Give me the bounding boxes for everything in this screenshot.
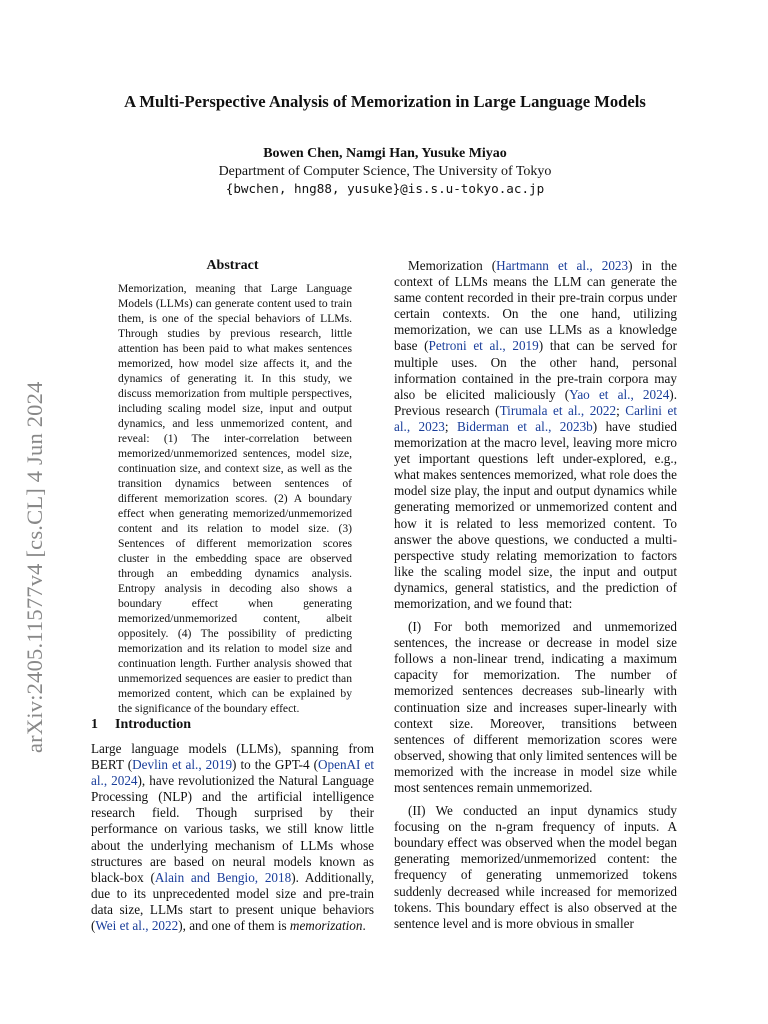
text-run: . — [362, 918, 366, 934]
text-run: ) to the GPT-4 ( — [232, 757, 318, 773]
text-run: ) that can be served for multiple uses. On the other hand, personal information contained in the pre-train corpora may also be elicited maliciously ( — [394, 338, 677, 402]
citation-link[interactable]: Alain and Bengio, 2018 — [154, 869, 292, 885]
citation-link[interactable]: Wei et al., 2022 — [95, 918, 179, 934]
intro-left-column — [91, 741, 374, 934]
text-run: ; — [616, 402, 626, 418]
section-title: Introduction — [115, 717, 191, 732]
text-run: ), and one of them is — [178, 918, 290, 934]
authors: Bowen Chen, Namgi Han, Yusuke Miyao — [263, 146, 507, 161]
section-heading-introduction — [91, 717, 191, 733]
text-run: Memorization ( — [408, 258, 497, 273]
abstract-heading: Abstract — [206, 258, 259, 273]
citation-link[interactable]: Petroni et al., 2019 — [428, 338, 539, 354]
author-emails: {bwchen, hng88, yusuke}@is.s.u-tokyo.ac.jp — [225, 181, 545, 196]
text-run: ). Additionally, due to its unprecedented model size and pre-train data size, LLMs start to present unique behaviors ( — [91, 869, 375, 934]
intro-paragraph — [91, 741, 374, 934]
citation-link[interactable]: Devlin et al., 2019 — [132, 757, 233, 773]
emphasis-term: memorization — [289, 918, 363, 934]
text-run: ; — [444, 418, 457, 434]
text-run: Large language models (LLMs), spanning from BERT ( — [91, 741, 374, 773]
citation-link[interactable]: Yao et al., 2024 — [569, 386, 670, 402]
section-number: 1 — [91, 717, 98, 732]
body-paragraph: (I) For both memorized and unmemorized sentences, the increase or decrease in model size follows a non-linear trend, indicating a maximum capacity for memorization. The number of memorized sentences decreases sub-linearly with continuation size and increases super-linearly with context size. Moreover, transitions between sentences of different memorization scores were observed, showing that only limited sentences will be memorized with the increase in model size while most sentences remain unmemorized. — [394, 619, 677, 795]
text-run: ), have revolutionized the Natural Language Processing (NLP) and the artificial intelligence research field. Though surprised by their performance on various tasks, we still know little about the underlying mechanism of LLMs whose structures are based on neural models known as black-box ( — [91, 773, 374, 885]
abstract-text: Memorization, meaning that Large Language Models (LLMs) can generate content used to train them, is one of the special behaviors of LLMs. Through studies by previous research, little attention has been paid to what makes sentences memorized, how model size affects it, and the dynamics of generating it. In this study, we discuss memorization from multiple perspectives, including scaling model size, input and output dynamics, and less unmemorized content, and reveal: (1) The inter-correlation between memorized/unmemorized sentences, model size, continuation size, and context size, as well as the transition dynamics between sentences of different memorization scores. (2) A boundary effect when generating memorized/unmemorized content and its relation to model size. (3) Sentences of different memorization scores cluster in the embedding space are observed through an embedding dynamics analysis. Entropy analysis in decoding also shows a boundary effect when generating memorized/unmemorized content, albeit oppositely. (4) The possibility of predicting memorization and its relation to model size and continuation length. Further analysis showed that unmemorized sequences are easier to predict than memorized content, which can be explained by the significance of the boundary effect. — [118, 282, 352, 715]
intro-right-column — [394, 258, 677, 939]
affiliation: Department of Computer Science, The University of Tokyo — [218, 164, 552, 179]
citation-link[interactable]: Carlini et al., 2023 — [394, 402, 677, 434]
text-run: ) have studied memorization at the macro level, leaving more micro yet important questions left under-explored, e.g., what makes sentences memorized, what role does the model size play, the input and output dynamics while generating memorized or unmemorized content and how it is related to less memorized content. To answer the above questions, we conducted a multi-perspective study relating memorization to factors like the scaling model size, the input and output dynamics, general statistics, and the prediction of memorization, and we found that: — [394, 418, 677, 611]
citation-link[interactable]: OpenAI et al., 2024 — [91, 757, 374, 789]
arxiv-identifier: arXiv:2405.11577v4 [cs.CL] 4 Jun 2024 — [22, 381, 47, 753]
text-run: ). Previous research ( — [394, 386, 677, 418]
citation-link[interactable]: Hartmann et al., 2023 — [496, 258, 629, 273]
text-run: ) in the context of LLMs means the LLM can generate the same content recorded in their pre-train corpus under certain contexts. On the one hand, utilizing memorization, we can use LLMs as a knowledge base ( — [394, 258, 677, 354]
body-paragraph — [394, 258, 677, 612]
citation-link[interactable]: Biderman et al., 2023b — [456, 418, 593, 434]
paper-title: A Multi-Perspective Analysis of Memorization in Large Language Models — [124, 92, 646, 111]
body-paragraph: (II) We conducted an input dynamics study focusing on the n-gram frequency of inputs. A boundary effect was observed when the model began generating memorized/unmemorized content: the frequency of generating unmemorized tokens suddenly decreased while increased for memorized tokens. This boundary effect is also observed at the sentence level and is more obvious in smaller — [394, 803, 677, 931]
citation-link[interactable]: Tirumala et al., 2022 — [499, 402, 617, 418]
